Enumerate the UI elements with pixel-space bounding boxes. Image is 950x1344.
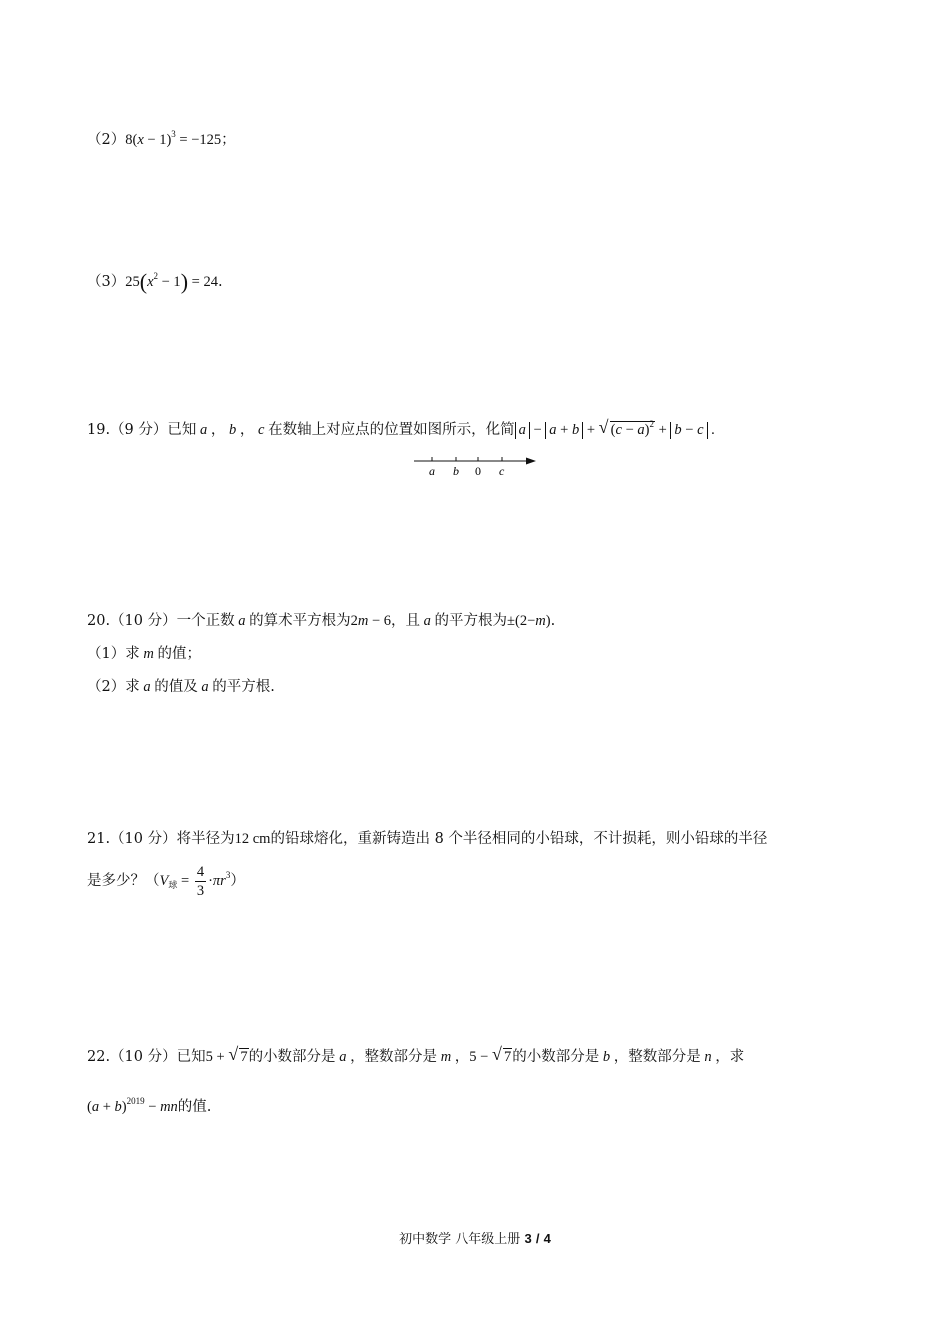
question-text: 在数轴上对应点的位置如图所示，化简 <box>268 422 515 438</box>
radius-value: 12 cm <box>234 831 271 847</box>
expression: a − a + b + √ $(c - a)^2 + b - c$ . <box>515 422 715 438</box>
punct: ， <box>454 1049 470 1065</box>
punct: ； <box>221 132 236 148</box>
question-text: ，整数部分是 <box>613 1049 701 1065</box>
axis-label-0: 0 <box>475 464 481 478</box>
punct: ， <box>210 422 226 438</box>
equation: $25(x^2 - 1) = 24$ <box>125 269 218 294</box>
q22-text: 22.（10 分）已知5 + √ 7的小数部分是 a ，整数部分是 m ，5 − √ 7的小数部分是 b ，整数部分是 n ，求 <box>87 1044 745 1065</box>
page-separator: / <box>535 1231 540 1246</box>
question-label: 21.（10 分）将半径为 <box>87 831 235 847</box>
question-text: 的值； <box>157 646 201 662</box>
question-text: 的平方根. <box>212 679 275 695</box>
question-text: 的值. <box>177 1099 212 1115</box>
axis-label-c: c <box>499 464 505 478</box>
part-label: （3） <box>87 274 126 290</box>
question-text: 的值及 <box>154 679 198 695</box>
volume-formula: $V_球$ = $\frac{4}{3}$ $\cdot\pi r^3$ <box>159 864 231 900</box>
q19-text: 19.（9 分）已知 a ， b ， c 在数轴上对应点的位置如图所示，化简 a − a + b + √ $(c - a)^2 + b - c$ . <box>87 417 715 438</box>
question-label: 19.（9 分）已知 <box>87 422 197 438</box>
punct: ， <box>239 422 255 438</box>
punct: . <box>217 274 223 290</box>
q20-sub1: （1）求 m 的值； <box>87 646 201 662</box>
q20-sub2: （2）求 a 的值及 a 的平方根. <box>87 679 275 695</box>
part-label: （1）求 <box>87 646 140 662</box>
question-text: ，整数部分是 <box>350 1049 438 1065</box>
question-label: 22.（10 分）已知 <box>87 1049 206 1065</box>
page-footer <box>0 1228 950 1247</box>
page-number: 3 <box>524 1231 532 1246</box>
arrow-icon <box>526 458 536 465</box>
question-text: 是多少？（ <box>87 873 160 889</box>
question-text: 的小数部分是 <box>248 1049 336 1065</box>
part-label: （2）求 <box>87 679 140 695</box>
question-text: 的铅球熔化，重新铸造出 8 个半径相同的小铅球，不计损耗，则小铅球的半径 <box>270 831 768 847</box>
question-text: ，求 <box>715 1049 745 1065</box>
question-text: ，且 <box>391 613 421 629</box>
footer-text: 初中数学 八年级上册 <box>399 1232 521 1247</box>
q21-text <box>87 829 767 849</box>
q18-part2 <box>87 130 236 150</box>
subscript: 球 <box>168 880 178 890</box>
equation: $8(x - 1)^3 = -125$ <box>125 129 222 148</box>
q22-line2 <box>87 1097 211 1117</box>
question-text: 的平方根为 <box>434 613 508 629</box>
question-text: 的小数部分是 <box>512 1049 600 1065</box>
axis-label-b: b <box>453 464 459 478</box>
q21-formula-line <box>87 862 245 900</box>
number-line <box>412 450 542 480</box>
axis-label-a: a <box>429 464 435 478</box>
punct: ） <box>230 873 245 889</box>
question-label: 20.（10 分）一个正数 <box>87 613 235 629</box>
q20-text: 20.（10 分）一个正数 a 的算术平方根为2m − 6，且 a 的平方根为±(2−m). <box>87 613 556 629</box>
expression: $(a + b)^{2019}$ − mn <box>87 1096 178 1115</box>
expression: 5 + √ 7 <box>205 1044 248 1065</box>
expression: ±(2−m) <box>507 613 551 629</box>
q18-part3 <box>87 269 223 294</box>
expression: 2m − 6 <box>350 613 392 629</box>
question-text: 的算术平方根为 <box>249 613 351 629</box>
expression: 5 − √ 7 <box>469 1044 512 1065</box>
page-total: 4 <box>543 1231 551 1246</box>
part-label: （2） <box>87 132 126 148</box>
